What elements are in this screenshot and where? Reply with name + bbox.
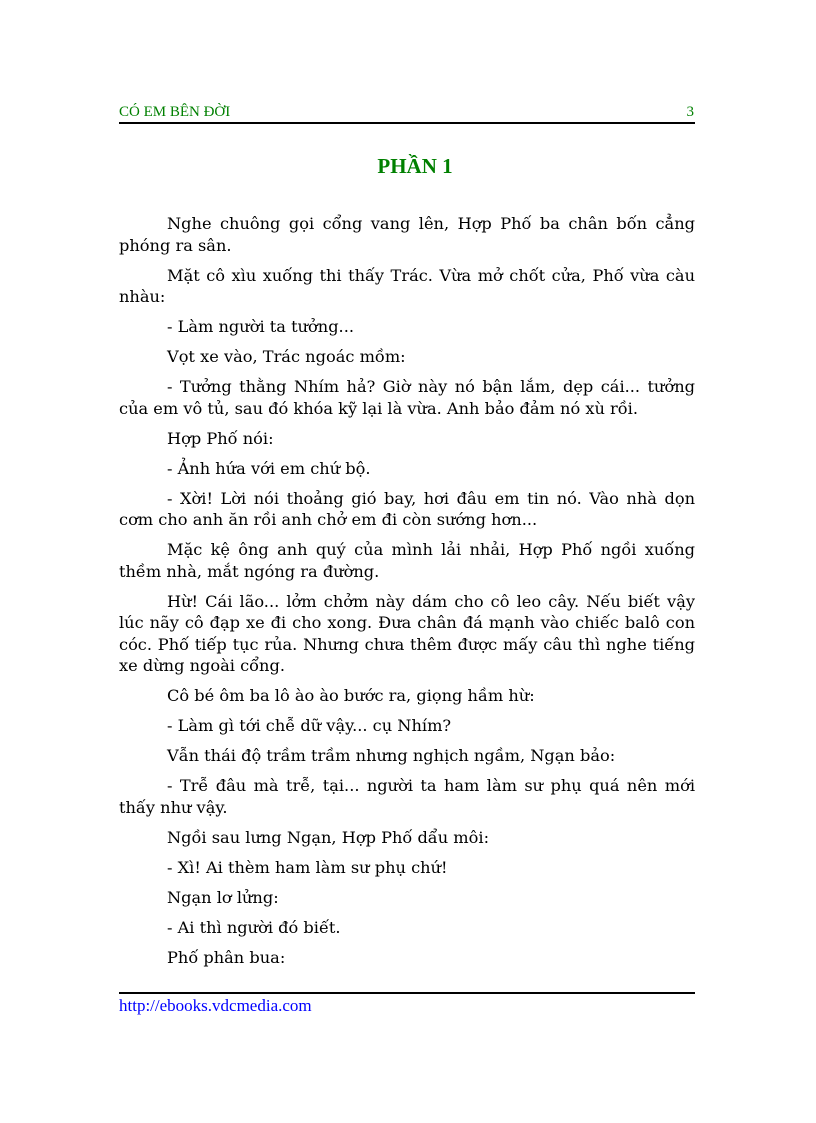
paragraph: Mặt cô xìu xuống thi thấy Trác. Vừa mở chốt cửa, Phố vừa càu nhàu: <box>119 265 695 306</box>
paragraph: Ngạn lơ lửng: <box>167 887 279 907</box>
paragraph: - Ảnh hứa với em chứ bộ. <box>167 458 371 478</box>
paragraph: Hợp Phố nói: <box>167 428 274 448</box>
paragraph: Mặc kệ ông anh quý của mình lải nhải, Hợp Phố ngồi xuống thềm nhà, mắt ngóng ra đường. <box>119 540 695 581</box>
footer-divider <box>119 992 695 994</box>
paragraph: Nghe chuông gọi cổng vang lên, Hợp Phố ba chân bốn cẳng phóng ra sân. <box>119 214 695 255</box>
page-number: 3 <box>686 104 694 120</box>
paragraph: - Tưởng thằng Nhím hả? Giờ này nó bận lắm, dẹp cái... tưởng của em vô tủ, sau đó khóa kỹ lại là vừa. Anh bảo đảm nó xù rồi. <box>119 377 695 418</box>
paragraph: Phố phân bua: <box>167 947 286 967</box>
paragraph: - Xì! Ai thèm ham làm sư phụ chứ! <box>167 857 448 877</box>
paragraph: Vẫn thái độ trầm trầm nhưng nghịch ngầm, Ngạn bảo: <box>167 746 616 765</box>
paragraph: Cô bé ôm ba lô ào ào bước ra, giọng hầm hừ: <box>167 686 535 705</box>
paragraph: - Làm gì tới chễ dữ vậy... cụ Nhím? <box>167 716 452 735</box>
paragraph: - Làm người ta tưởng... <box>167 317 354 336</box>
paragraph: - Trễ đâu mà trễ, tại... người ta ham làm sư phụ quá nên mới thấy như vậy. <box>119 776 695 817</box>
page-header <box>119 104 695 124</box>
chapter-title: PHẦN 1 <box>377 154 453 178</box>
website-link[interactable]: http://ebooks.vdcmedia.com <box>119 996 312 1015</box>
paragraph: Ngồi sau lưng Ngạn, Hợp Phố dẩu môi: <box>167 827 490 847</box>
paragraph: Vọt xe vào, Trác ngoác mồm: <box>167 347 406 366</box>
book-title: CÓ EM BÊN ĐỜI <box>119 104 231 120</box>
paragraph: - Ai thì người đó biết. <box>167 917 341 937</box>
story-body <box>119 213 695 977</box>
paragraph: Hừ! Cái lão... lởm chởm này dám cho cô leo cây. Nếu biết vậy lúc nãy cô đạp xe đi cho xong. Đưa chân đá mạnh vào chiếc balô con cóc. Phố tiếp tục rủa. Nhưng chưa thêm được mấy câu thì nghe tiếng xe dừng ngoài cổng. <box>119 591 695 675</box>
paragraph: - Xời! Lời nói thoảng gió bay, hơi đâu em tin nó. Vào nhà dọn cơm cho anh ăn rồi anh chở em đi còn sướng hơn... <box>119 488 695 529</box>
